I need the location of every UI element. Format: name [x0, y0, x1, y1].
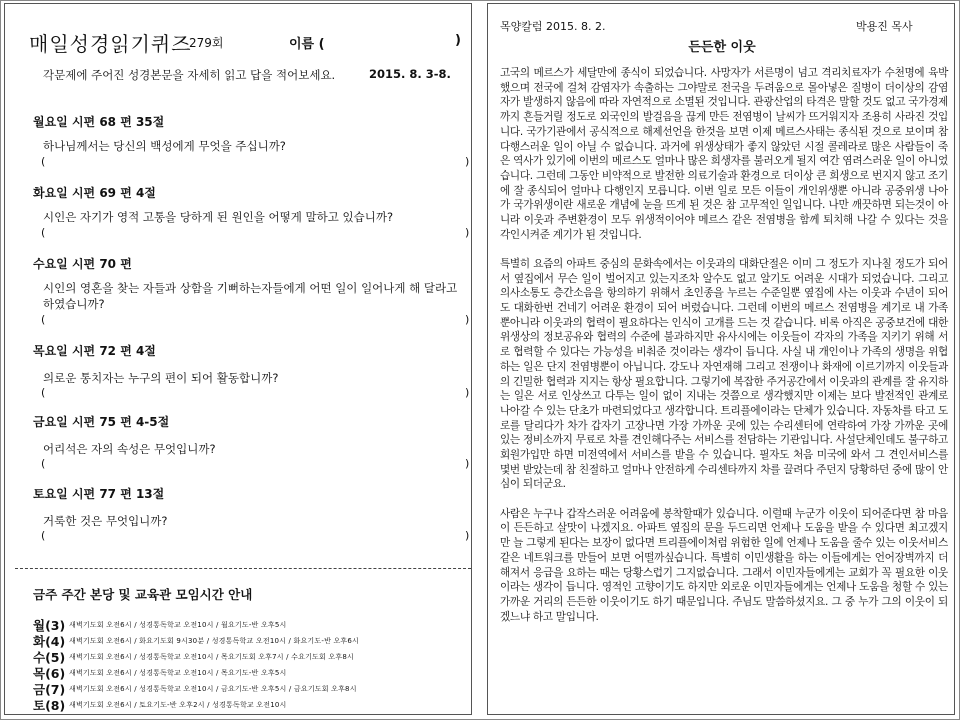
day-question: 어리석은 자의 속성은 무엇입니까?: [43, 442, 216, 456]
schedule-day: 월(3): [33, 618, 66, 633]
answer-paren-close: ): [465, 313, 470, 326]
answer-paren-close: ): [465, 155, 470, 168]
day-heading: 목요일 시편 72 편 4절: [33, 344, 156, 358]
column-title: 든든한 이웃: [688, 40, 756, 55]
notice-title: 금주 주간 본당 및 교육관 모임시간 안내: [33, 587, 253, 602]
day-heading: 월요일 시편 68 편 35절: [33, 115, 165, 129]
answer-paren-close: ): [465, 226, 470, 239]
answer-paren-open: (: [41, 457, 46, 470]
quiz-date: 2015. 8. 3-8.: [369, 67, 451, 81]
quiz-number: 279회: [189, 36, 224, 50]
dashed-divider: [15, 568, 471, 569]
column-author: 박용진 목사: [856, 20, 913, 33]
quiz-instruction: 각문제에 주어진 성경본문을 자세히 읽고 답을 적어보세요.: [43, 68, 336, 82]
answer-paren-close: ): [465, 529, 470, 542]
day-heading: 토요일 시편 77 편 13절: [33, 487, 165, 501]
schedule-text: 새벽기도회 오전6시 / 성경통독학교 오전10시 / 월요기도-반 오후5시: [69, 621, 287, 629]
day-question: 의로운 통치자는 누구의 편이 되어 활동합니까?: [43, 371, 279, 385]
day-heading: 화요일 시편 69 편 4절: [33, 186, 156, 200]
day-question: 하나님께서는 당신의 백성에게 무엇을 주십니까?: [43, 139, 286, 153]
answer-paren-open: (: [41, 155, 46, 168]
schedule-text: 새벽기도회 오전6시 / 성경통독학교 오전10시 / 금요기도-반 오후5시 / 금요기도회 오후8시: [69, 685, 357, 693]
quiz-page: [4, 3, 472, 715]
schedule-day: 목(6): [33, 666, 66, 681]
answer-paren-open: (: [41, 313, 46, 326]
answer-paren-close: ): [465, 457, 470, 470]
schedule-day: 수(5): [33, 650, 66, 665]
answer-paren-open: (: [41, 386, 46, 399]
day-question: 시인은 자기가 영적 고통을 당하게 된 원인을 어떻게 말하고 있습니까?: [43, 210, 394, 224]
schedule-text: 새벽기도회 오전6시 / 토요기도-반 오후2시 / 성경통독학교 오전10시: [69, 701, 287, 709]
schedule-text: 새벽기도회 오전6시 / 화요기도회 9시30분 / 성경통독학교 오전10시 / 화요기도-반 오후6시: [69, 637, 360, 645]
quiz-title: 매일성경읽기퀴즈: [29, 32, 192, 56]
schedule-text: 새벽기도회 오전6시 / 성경통독학교 오전10시 / 목요기도-반 오후5시: [69, 669, 287, 677]
schedule-day: 금(7): [33, 682, 66, 697]
schedule-day: 화(4): [33, 634, 66, 649]
answer-paren-close: ): [465, 386, 470, 399]
column-page: [487, 3, 955, 715]
schedule-text: 새벽기도회 오전6시 / 성경통독학교 오전10시 / 목요기도회 오후7시 / 수요기도회 오후8시: [69, 653, 354, 661]
answer-paren-open: (: [41, 226, 46, 239]
day-heading: 금요일 시편 75 편 4-5절: [33, 415, 170, 429]
name-close-paren: ): [455, 33, 461, 48]
column-paragraph: 고국의 메르스가 세달만에 종식이 되었습니다. 사망자가 서른명이 넘고 격리치료자가 수천명에 육박했으며 전국에 걸쳐 감염자가 속출하는 그야말로 전국을 두려움으로 몰아넣은 질병이 더이상의 감염자가 발생하지 않음에 따라 자연적으로 소멸된 것입니다. 관광산업의 타격은 말할 것도 없고 국가경제까지 흔들거릴 정도로 외국인의 발걸음을 끊게 만든 전염병이 날씨가 뜨거워지자 조용히 사라진 것입니다. 국가기관에서 공식적으로 해제선언을 한것을 보면 이제 메르스사태는 종식된 것으로 보이며 참 다행스러운 일이 아닐 수 없습니다. 과거에 위생상태가 좋지 않았던 시절 콜레라로 많은 사람들이 죽은 역사가 있기에 이번의 메르스도 얼마나 많은 희생자를 불러오게 될지 여간 염려스러운 일이 아니었습니다. 그런데 그동안 비약적으로 발전한 의료기술과 환경으로 더이상 큰 희생으로 번지지 않고 조기에 잘 종식되어 얼마나 다행인지 모릅니다. 이번 일로 모든 이들이 개인위생뿐 아니라 공중위생 나아가 국가위생이란 새로운 개념에 눈을 뜨게 된 것은 참 고무적인 일입니다. 나만 깨끗하면 되는것이 아니라 이웃과 주변환경이 모두 위생적이어야 메르스 같은 전염병을 함께 퇴치해 나갈 수 있다는 것을 각인시켜준 계기가 된 것입니다.: [500, 67, 948, 241]
column-header: 목양칼럼 2015. 8. 2.: [500, 20, 606, 33]
day-question: 거룩한 것은 무엇입니까?: [43, 514, 168, 528]
schedule-day: 토(8): [33, 698, 66, 713]
column-paragraph: 사람은 누구나 갑작스러운 어려움에 봉착할때가 있습니다. 이럴때 누군가 이웃이 되어준다면 참 마음이 든든하고 살맛이 나겠지요. 아파트 옆집의 문을 두드리면 언제나 도움을 받을 수 있다면 최고겠지만 늘 그렇게 된다는 보장이 없다면 트리플에이처럼 위험한 일에 언제나 도움을 줄수 있는 이웃서비스같은 네트워크를 만들어 보면 어떨까싶습니다. 특별히 이민생활을 하는 이들에게는 언어장벽까지 더해져서 응급을 요하는 때는 당황스럽기 그지없습니다. 그래서 이민자들에게는 교회가 꼭 필요한 이웃이라는 생각이 듭니다. 영적인 고향이기도 하지만 외로운 이민자들에게는 언제나 도움을 청할 수 있는 가까운 거리의 든든한 이웃이기도 하기 때문입니다. 주님도 말씀하셨지요. 그 중 누가 그의 이웃이 되겠느냐 하고 말입니다.: [500, 507, 948, 623]
answer-paren-open: (: [41, 529, 46, 542]
name-label: 이름 (: [289, 37, 325, 52]
column-body: [500, 66, 948, 639]
day-question: 시인의 영혼을 찾는 자들과 상함을 기뻐하는자들에게 어떤 일이 일어나게 해 달라고 하였습니까?: [43, 281, 458, 311]
day-heading: 수요일 시편 70 편: [33, 257, 132, 271]
column-paragraph: 특별히 요즘의 아파트 중심의 문화속에서는 이웃과의 대화단절은 이미 그 정도가 지나칠 정도가 되어서 옆집에서 무슨 일이 벌어지고 있는지조차 알수도 없고 알기도 어려운 시대가 되었습니다. 그리고 의사소통도 층간소음을 항의하기 위해서 초인종을 누르는 수준일뿐 옆집에 사는 이웃과 수년이 되어도 대화한번 건네기 어려운 환경이 되어 버렸습니다. 그런데 이번의 메르스 전염병을 계기로 내 가족뿐아니라 이웃과의 협력이 필요하다는 인식이 고개를 드는 것 같습니다. 비록 아직은 공중보건에 대한 위생상의 정보공유와 협력의 수준에 불과하지만 유사시에는 이웃들이 각자의 가족을 지키기 위해 서로 협력할 수 있다는 가능성을 비춰준 것이라는 생각이 듭니다. 사실 내 개인이나 가족의 생명을 위협하는 일은 단지 전염병뿐이 아닙니다. 강도나 자연재해 그리고 전쟁이나 화재에 이르기까지 이웃들과의 긴밀한 협력과 지지는 항상 필요합니다. 그렇기에 복잡한 주거공간에서 이웃과의 관계를 잘 유지하는 일은 서로 인상쓰고 다투는 일이 없이 지내는 것쯤으로 생각했지만 이제는 보다 발전적인 관계로 나아갈 수 있는 단초가 마련되었다고 생각합니다. 트리플에이라는 단체가 있습니다. 자동차를 타고 도로를 달리다가 차가 갑자기 고장나면 가장 가까운 곳에 있는 수리센터에 연락하여 가장 가까운 곳에 있는 정비소까지 무료로 차를 견인해다주는 서비스를 전담하는 기관입니다. 사설단체인데도 불구하고 회원가입만 하면 미전역에서 서비스를 받을 수 있습니다. 필자도 처음 미국에 와서 그 견인서비스를 몇번 받았는데 참 친절하고 얼마나 안전하게 수리센타까지 차를 끌려다 주던지 당황하던 중에 많이 안심이 되더군요.: [500, 257, 948, 491]
